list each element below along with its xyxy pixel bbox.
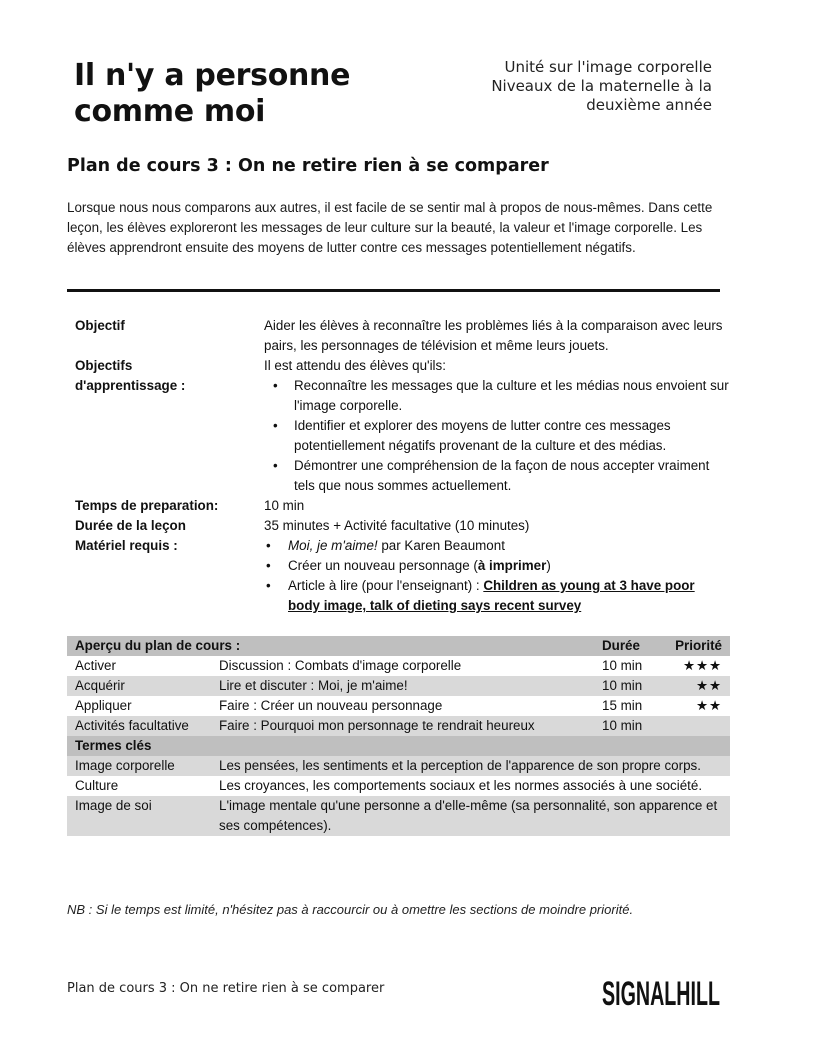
apprentissage-label-line-2: d'apprentissage :	[75, 378, 186, 393]
book-title: Moi, je m'aime!	[288, 538, 378, 553]
plan-duration: 10 min	[602, 678, 643, 693]
plan-header-label: Aperçu du plan de cours :	[75, 638, 241, 653]
table-row	[67, 756, 730, 776]
materiel-3-text: Article à lire (pour l'enseignant) :	[288, 578, 484, 593]
terms-header-row	[67, 736, 730, 756]
unit-line-2: Niveaux de la maternelle à la	[491, 77, 712, 95]
plan-header-row	[67, 636, 730, 656]
materiel-2-end: )	[546, 558, 551, 573]
duree-row	[75, 516, 730, 536]
apprentissage-list	[264, 376, 730, 496]
list-item: • Reconnaître les messages que la culture et les médias nous envoient sur l'image corporelle.	[264, 376, 730, 416]
plan-duration: 10 min	[602, 718, 643, 733]
list-item: • Démontrer une compréhension de la façon de nous accepter vraiment tels que nous sommes actuellement.	[264, 456, 730, 496]
table-row	[67, 796, 730, 836]
apprentissage-row	[75, 356, 730, 496]
plan-priority: ★★★	[682, 658, 722, 673]
plan-phase: Acquérir	[75, 678, 125, 693]
list-item	[264, 576, 730, 616]
page-title	[74, 58, 350, 130]
term: Image corporelle	[75, 758, 175, 773]
plan-priority: ★★	[695, 698, 722, 713]
list-item: • Identifier et explorer des moyens de lutter contre ces messages potentiellement négatifs provenant de la culture et des médias.	[264, 416, 730, 456]
materiel-2-bold: à imprimer	[477, 558, 547, 573]
duree-value: 35 minutes + Activité facultative (10 minutes)	[264, 518, 530, 533]
objectif-row	[75, 316, 730, 356]
term: Culture	[75, 778, 119, 793]
terms-header: Termes clés	[75, 738, 152, 753]
lesson-info	[75, 316, 730, 616]
plan-phase: Activités facultative	[75, 718, 189, 733]
objectif-label: Objectif	[75, 318, 125, 333]
preparation-row	[75, 496, 730, 516]
materiel-row	[75, 536, 730, 616]
unit-line-1: Unité sur l'image corporelle	[504, 58, 712, 76]
materiel-value	[264, 536, 730, 616]
table-row	[67, 776, 730, 796]
plan-priority: ★★	[695, 678, 722, 693]
materiel-list	[264, 536, 730, 616]
title-line-2: comme moi	[74, 94, 266, 129]
priority-note: NB : Si le temps est limité, n'hésitez pas à raccourcir ou à omettre les sections de moindre priorité.	[67, 902, 634, 917]
list-item	[264, 556, 730, 576]
materiel-2-text: Créer un nouveau personnage (	[288, 558, 478, 573]
article-link[interactable]: Children as young at 3 have poor body image, talk of dieting says recent survey	[288, 578, 695, 613]
plan-phase: Appliquer	[75, 698, 132, 713]
term: Image de soi	[75, 798, 152, 813]
title-line-1: Il n'y a personne	[74, 58, 351, 93]
plan-duration: 15 min	[602, 698, 643, 713]
intro-paragraph: Lorsque nous nous comparons aux autres, il est facile de se sentir mal à propos de nous-mêmes. Dans cette leçon, les élèves exploreront les messages de leur culture sur la beauté, la valeur et l'image corporelle. Les élèves apprendront ensuite des moyens de lutter contre ces messages potentiellement négatifs.	[67, 200, 713, 255]
table-row	[67, 676, 730, 696]
book-author: par Karen Beaumont	[377, 538, 505, 553]
table-row	[67, 696, 730, 716]
plan-header-priority: Priorité	[675, 638, 722, 653]
apprentissage-label	[75, 356, 264, 496]
unit-line-3: deuxième année	[586, 96, 712, 114]
plan-activity: Discussion : Combats d'image corporelle	[219, 658, 462, 673]
plan-activity: Lire et discuter : Moi, je m'aime!	[219, 678, 408, 693]
lesson-plan-table	[67, 636, 730, 836]
signalhill-logo	[602, 972, 720, 1013]
logo-wordmark: SIGNALHILL	[602, 975, 720, 1013]
duree-label: Durée de la leçon	[75, 518, 186, 533]
plan-phase: Activer	[75, 658, 116, 673]
plan-activity: Faire : Pourquoi mon personnage te rendrait heureux	[219, 718, 535, 733]
plan-priority	[660, 716, 730, 736]
apprentissage-value	[264, 356, 730, 496]
apprentissage-label-line-1: Objectifs	[75, 358, 133, 373]
plan-header-duration: Durée	[602, 638, 640, 653]
preparation-value: 10 min	[264, 498, 305, 513]
lesson-title: Plan de cours 3 : On ne retire rien à se comparer	[67, 156, 549, 176]
list-item	[264, 536, 730, 556]
table-row	[67, 716, 730, 736]
plan-duration: 10 min	[602, 658, 643, 673]
term-definition: Les pensées, les sentiments et la perception de l'apparence de son propre corps.	[219, 758, 701, 773]
term-definition: L'image mentale qu'une personne a d'elle-même (sa personnalité, son apparence et ses compétences).	[219, 798, 718, 833]
plan-activity: Faire : Créer un nouveau personnage	[219, 698, 443, 713]
divider	[67, 289, 720, 292]
table-row	[67, 656, 730, 676]
preparation-label: Temps de preparation:	[75, 498, 219, 513]
apprentissage-intro: Il est attendu des élèves qu'ils:	[264, 358, 446, 373]
unit-info	[491, 58, 712, 115]
term-definition: Les croyances, les comportements sociaux et les normes associés à une société.	[219, 778, 703, 793]
materiel-label: Matériel requis :	[75, 538, 178, 553]
objectif-value: Aider les élèves à reconnaître les problèmes liés à la comparaison avec leurs pairs, les personnages de télévision et même leurs jouets.	[264, 318, 723, 353]
footer-text: Plan de cours 3 : On ne retire rien à se comparer	[67, 981, 385, 996]
